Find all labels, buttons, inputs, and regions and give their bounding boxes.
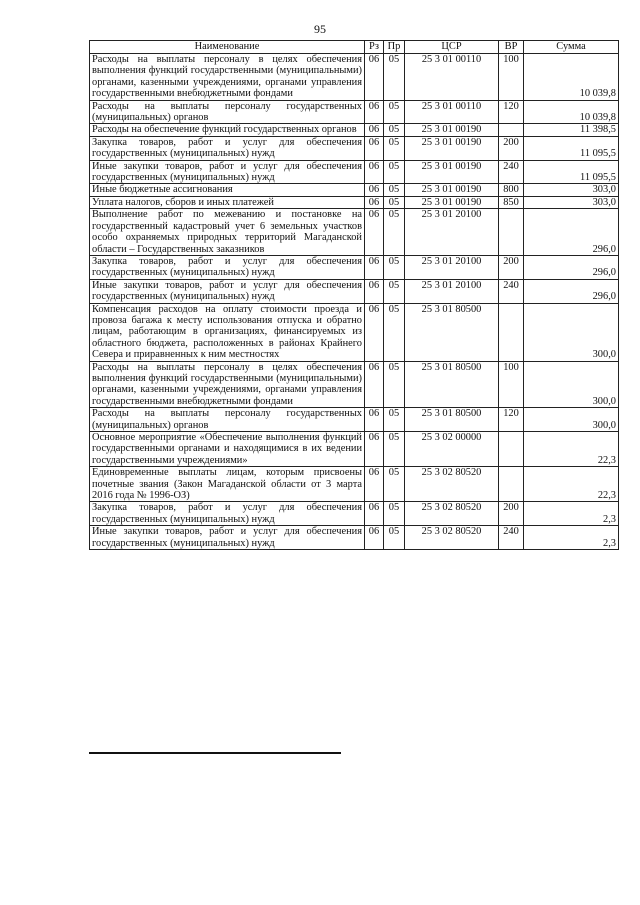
cell-csr: 25 3 02 80520 bbox=[405, 502, 499, 526]
cell-rz: 06 bbox=[365, 124, 384, 136]
cell-rz: 06 bbox=[365, 255, 384, 279]
table-row bbox=[90, 526, 619, 550]
cell-pr: 05 bbox=[384, 196, 405, 208]
cell-rz: 06 bbox=[365, 160, 384, 184]
cell-pr: 05 bbox=[384, 184, 405, 196]
cell-name: Закупка товаров, работ и услуг для обеспечения государственных (муниципальных) нужд bbox=[90, 502, 365, 526]
header-vr: ВР bbox=[499, 41, 524, 54]
cell-rz: 06 bbox=[365, 184, 384, 196]
cell-csr: 25 3 01 00190 bbox=[405, 184, 499, 196]
cell-pr: 05 bbox=[384, 136, 405, 160]
table-row bbox=[90, 467, 619, 502]
cell-rz: 06 bbox=[365, 408, 384, 432]
cell-name: Расходы на выплаты персоналу государственных (муниципальных) органов bbox=[90, 100, 365, 124]
cell-vr bbox=[499, 124, 524, 136]
cell-csr: 25 3 02 00000 bbox=[405, 432, 499, 467]
cell-csr: 25 3 01 00190 bbox=[405, 124, 499, 136]
cell-name: Расходы на выплаты персоналу государственных (муниципальных) органов bbox=[90, 408, 365, 432]
cell-name: Иные закупки товаров, работ и услуг для обеспечения государственных (муниципальных) нужд bbox=[90, 526, 365, 550]
cell-sum: 11 095,5 bbox=[524, 160, 619, 184]
cell-vr bbox=[499, 209, 524, 256]
cell-vr bbox=[499, 303, 524, 361]
cell-pr: 05 bbox=[384, 432, 405, 467]
table-row bbox=[90, 279, 619, 303]
cell-rz: 06 bbox=[365, 303, 384, 361]
cell-sum: 11 398,5 bbox=[524, 124, 619, 136]
cell-vr: 850 bbox=[499, 196, 524, 208]
cell-pr: 05 bbox=[384, 54, 405, 101]
header-name: Наименование bbox=[90, 41, 365, 54]
cell-rz: 06 bbox=[365, 100, 384, 124]
cell-rz: 06 bbox=[365, 209, 384, 256]
cell-rz: 06 bbox=[365, 432, 384, 467]
table-row bbox=[90, 408, 619, 432]
cell-pr: 05 bbox=[384, 279, 405, 303]
cell-csr: 25 3 01 80500 bbox=[405, 303, 499, 361]
table-header-row bbox=[90, 41, 619, 54]
table-row bbox=[90, 255, 619, 279]
cell-csr: 25 3 01 00190 bbox=[405, 136, 499, 160]
table-row bbox=[90, 209, 619, 256]
cell-csr: 25 3 01 20100 bbox=[405, 255, 499, 279]
cell-sum: 300,0 bbox=[524, 408, 619, 432]
cell-vr: 200 bbox=[499, 255, 524, 279]
cell-csr: 25 3 01 00190 bbox=[405, 196, 499, 208]
cell-csr: 25 3 01 80500 bbox=[405, 408, 499, 432]
cell-name: Иные закупки товаров, работ и услуг для обеспечения государственных (муниципальных) нужд bbox=[90, 279, 365, 303]
header-sum: Сумма bbox=[524, 41, 619, 54]
cell-name: Уплата налогов, сборов и иных платежей bbox=[90, 196, 365, 208]
cell-name: Единовременные выплаты лицам, которым присвоены почетные звания (Закон Магаданской области от 3 марта 2016 года № 1996-ОЗ) bbox=[90, 467, 365, 502]
cell-pr: 05 bbox=[384, 255, 405, 279]
cell-vr: 240 bbox=[499, 526, 524, 550]
table-row bbox=[90, 502, 619, 526]
cell-name: Основное мероприятие «Обеспечение выполнения функций государственными органами и находящимися в их ведении государственными учреждениями» bbox=[90, 432, 365, 467]
cell-vr: 240 bbox=[499, 279, 524, 303]
cell-rz: 06 bbox=[365, 279, 384, 303]
footer-rule bbox=[89, 752, 341, 754]
cell-sum: 22,3 bbox=[524, 467, 619, 502]
cell-pr: 05 bbox=[384, 160, 405, 184]
cell-pr: 05 bbox=[384, 467, 405, 502]
cell-vr: 800 bbox=[499, 184, 524, 196]
cell-name: Выполнение работ по межеванию и постановке на государственный кадастровый учет 6 земельных участков особо охраняемых природных территорий Магаданской области – Государственных заказников bbox=[90, 209, 365, 256]
cell-sum: 2,3 bbox=[524, 502, 619, 526]
cell-rz: 06 bbox=[365, 526, 384, 550]
cell-csr: 25 3 02 80520 bbox=[405, 467, 499, 502]
cell-pr: 05 bbox=[384, 526, 405, 550]
cell-sum: 296,0 bbox=[524, 279, 619, 303]
cell-name: Компенсация расходов на оплату стоимости проезда и провоза багажа к месту использования отпуска и обратно лицам, работающим в организациях, финансируемых из областного бюджета, расположенных в районах Крайнего Севера и приравненных к ним местностях bbox=[90, 303, 365, 361]
page-number: 95 bbox=[314, 22, 326, 36]
cell-sum: 296,0 bbox=[524, 255, 619, 279]
cell-vr bbox=[499, 467, 524, 502]
table-row bbox=[90, 136, 619, 160]
cell-vr: 200 bbox=[499, 502, 524, 526]
cell-sum: 303,0 bbox=[524, 184, 619, 196]
cell-rz: 06 bbox=[365, 467, 384, 502]
cell-sum: 11 095,5 bbox=[524, 136, 619, 160]
cell-vr: 100 bbox=[499, 361, 524, 408]
cell-csr: 25 3 01 00110 bbox=[405, 100, 499, 124]
cell-name: Закупка товаров, работ и услуг для обеспечения государственных (муниципальных) нужд bbox=[90, 255, 365, 279]
cell-sum: 2,3 bbox=[524, 526, 619, 550]
cell-name: Расходы на выплаты персоналу в целях обеспечения выполнения функций государственными (муниципальными) органами, казенными учреждениями, органами управления государственными внебюджетными фондами bbox=[90, 54, 365, 101]
cell-name: Расходы на обеспечение функций государственных органов bbox=[90, 124, 365, 136]
table-row bbox=[90, 303, 619, 361]
cell-vr: 100 bbox=[499, 54, 524, 101]
cell-rz: 06 bbox=[365, 136, 384, 160]
table-row bbox=[90, 100, 619, 124]
cell-vr: 120 bbox=[499, 408, 524, 432]
cell-sum: 300,0 bbox=[524, 361, 619, 408]
cell-rz: 06 bbox=[365, 196, 384, 208]
cell-rz: 06 bbox=[365, 361, 384, 408]
cell-pr: 05 bbox=[384, 361, 405, 408]
cell-sum: 10 039,8 bbox=[524, 54, 619, 101]
cell-name: Иные бюджетные ассигнования bbox=[90, 184, 365, 196]
cell-sum: 296,0 bbox=[524, 209, 619, 256]
cell-vr: 120 bbox=[499, 100, 524, 124]
cell-csr: 25 3 02 80520 bbox=[405, 526, 499, 550]
table-body bbox=[90, 54, 619, 550]
header-csr: ЦСР bbox=[405, 41, 499, 54]
cell-vr: 200 bbox=[499, 136, 524, 160]
cell-rz: 06 bbox=[365, 502, 384, 526]
table-row bbox=[90, 160, 619, 184]
cell-name: Расходы на выплаты персоналу в целях обеспечения выполнения функций государственными (муниципальными) органами, казенными учреждениями, органами управления государственными внебюджетными фондами bbox=[90, 361, 365, 408]
cell-vr: 240 bbox=[499, 160, 524, 184]
cell-pr: 05 bbox=[384, 100, 405, 124]
cell-sum: 22,3 bbox=[524, 432, 619, 467]
cell-name: Закупка товаров, работ и услуг для обеспечения государственных (муниципальных) нужд bbox=[90, 136, 365, 160]
cell-pr: 05 bbox=[384, 502, 405, 526]
cell-sum: 300,0 bbox=[524, 303, 619, 361]
cell-pr: 05 bbox=[384, 303, 405, 361]
table-row bbox=[90, 361, 619, 408]
cell-pr: 05 bbox=[384, 124, 405, 136]
cell-csr: 25 3 01 80500 bbox=[405, 361, 499, 408]
cell-csr: 25 3 01 00110 bbox=[405, 54, 499, 101]
cell-csr: 25 3 01 20100 bbox=[405, 209, 499, 256]
header-pr: Пр bbox=[384, 41, 405, 54]
cell-name: Иные закупки товаров, работ и услуг для обеспечения государственных (муниципальных) нужд bbox=[90, 160, 365, 184]
table-row bbox=[90, 432, 619, 467]
table-row bbox=[90, 54, 619, 101]
cell-vr bbox=[499, 432, 524, 467]
table-row bbox=[90, 196, 619, 208]
cell-sum: 303,0 bbox=[524, 196, 619, 208]
cell-pr: 05 bbox=[384, 209, 405, 256]
budget-table bbox=[89, 40, 619, 550]
cell-csr: 25 3 01 00190 bbox=[405, 160, 499, 184]
cell-pr: 05 bbox=[384, 408, 405, 432]
cell-sum: 10 039,8 bbox=[524, 100, 619, 124]
cell-rz: 06 bbox=[365, 54, 384, 101]
header-rz: Рз bbox=[365, 41, 384, 54]
cell-csr: 25 3 01 20100 bbox=[405, 279, 499, 303]
table-row bbox=[90, 124, 619, 136]
table-row bbox=[90, 184, 619, 196]
